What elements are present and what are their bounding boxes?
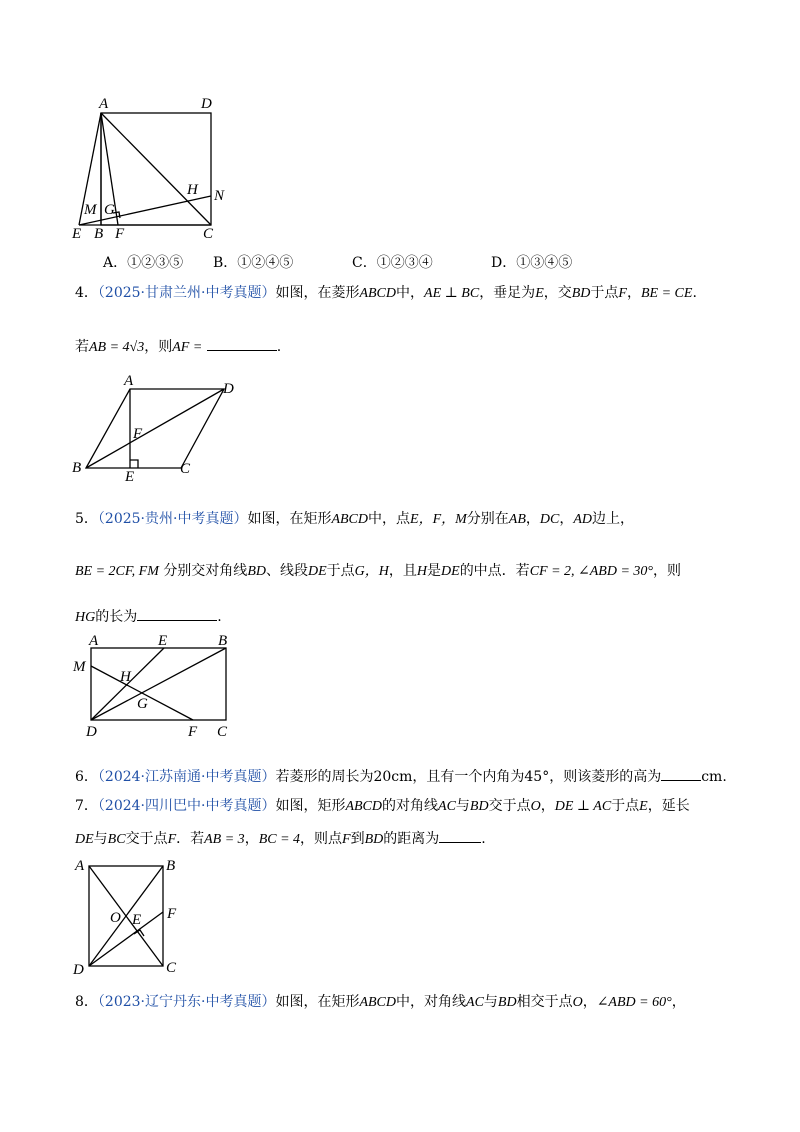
q5-label-d: D (86, 724, 97, 740)
q7-line-2: DE与BC交于点F．若AB = 3，BC = 4，则点F到BD的距离为 . (75, 828, 486, 850)
q5-line-3: HG的长为 . (75, 606, 222, 628)
q5-line-1: 5．（2025·贵州·中考真题）如图，在矩形ABCD中，点E，F，M分别在AB，DC，AD边上， (75, 511, 635, 527)
q7-line-1: 7．（2024·四川巴中·中考真题）如图，矩形ABCD的对角线AC与BD交于点O，DE ⊥ AC于点E，延长 (75, 798, 690, 814)
q5-label-a: A (89, 633, 99, 649)
q5-label-c: C (217, 724, 228, 740)
q3-figure (70, 92, 240, 242)
q5-label-m: M (73, 659, 86, 675)
q3-label-e: E (72, 226, 82, 242)
question-source: （2024·四川巴中·中考真题） (97, 798, 276, 814)
q3-label-c: C (203, 226, 214, 242)
q3-option-b: B．①②④⑤ (213, 255, 294, 271)
question-number: 4． (75, 285, 98, 301)
question-source: （2023·辽宁丹东·中考真题） (97, 994, 276, 1010)
q4-label-f: F (133, 426, 143, 442)
q4-label-d: D (223, 381, 234, 397)
question-number: 8． (75, 994, 98, 1010)
q5-line-2: BE = 2CF, FM 分别交对角线BD、线段DE于点G，H，且H是DE的中点．若CF = 2, ∠ABD = 30°，则 (75, 563, 682, 579)
q4-label-a: A (124, 373, 134, 389)
q5-label-e: E (158, 633, 168, 649)
q7-label-b: B (166, 858, 176, 874)
q3-label-f: F (115, 226, 125, 242)
q3-label-a: A (99, 96, 109, 112)
q4-line-1: 4．（2025·甘肃兰州·中考真题）如图，在菱形ABCD中，AE ⊥ BC，垂足为E，交BD于点F，BE = CE. (75, 285, 697, 301)
q3-option-c: C．①②③④ (352, 255, 433, 271)
q4-label-c: C (180, 461, 191, 477)
q6-line-1: 6．（2024·江苏南通·中考真题）若菱形的周长为20cm，且有一个内角为45°，则该菱形的高为 cm. (75, 766, 727, 787)
q3-label-m: M (84, 202, 97, 218)
question-source: （2024·江苏南通·中考真题） (97, 769, 276, 785)
q5-label-f: F (188, 724, 198, 740)
answer-blank (137, 606, 217, 621)
q7-label-d: D (73, 962, 84, 977)
q7-label-o: O (110, 910, 121, 926)
q5-label-g: G (137, 696, 148, 712)
question-number: 7． (75, 798, 98, 814)
q4-label-b: B (72, 460, 82, 476)
question-source: （2025·贵州·中考真题） (97, 511, 248, 527)
answer-blank (207, 336, 277, 351)
q5-figure (70, 630, 245, 742)
q3-label-n: N (214, 188, 225, 204)
q7-figure (66, 852, 196, 977)
q5-label-h: H (120, 669, 131, 685)
q7-label-c: C (166, 960, 177, 976)
q4-figure (66, 372, 246, 484)
q7-label-e: E (132, 912, 142, 928)
q4-line-2: 若AB = 4√3，则AF = . (75, 336, 281, 358)
q3-option-a: A．①②③⑤ (103, 255, 184, 271)
q5-label-b: B (218, 633, 228, 649)
question-number: 6． (75, 769, 98, 785)
answer-blank (661, 766, 701, 781)
q3-label-h: H (187, 182, 198, 198)
q8-line-1: 8．（2023·辽宁丹东·中考真题）如图，在矩形ABCD中，对角线AC与BD相交于点O，∠ABD = 60°， (75, 994, 686, 1010)
q7-label-a: A (75, 858, 85, 874)
q3-option-d: D．①③④⑤ (491, 255, 573, 271)
question-source: （2025·甘肃兰州·中考真题） (97, 285, 276, 301)
q7-label-f: F (167, 906, 177, 922)
q3-label-g: G (104, 202, 115, 218)
q3-label-d: D (201, 96, 212, 112)
q4-label-e: E (125, 469, 135, 484)
answer-blank (439, 828, 481, 843)
q3-label-b: B (94, 226, 104, 242)
question-number: 5． (75, 511, 98, 527)
